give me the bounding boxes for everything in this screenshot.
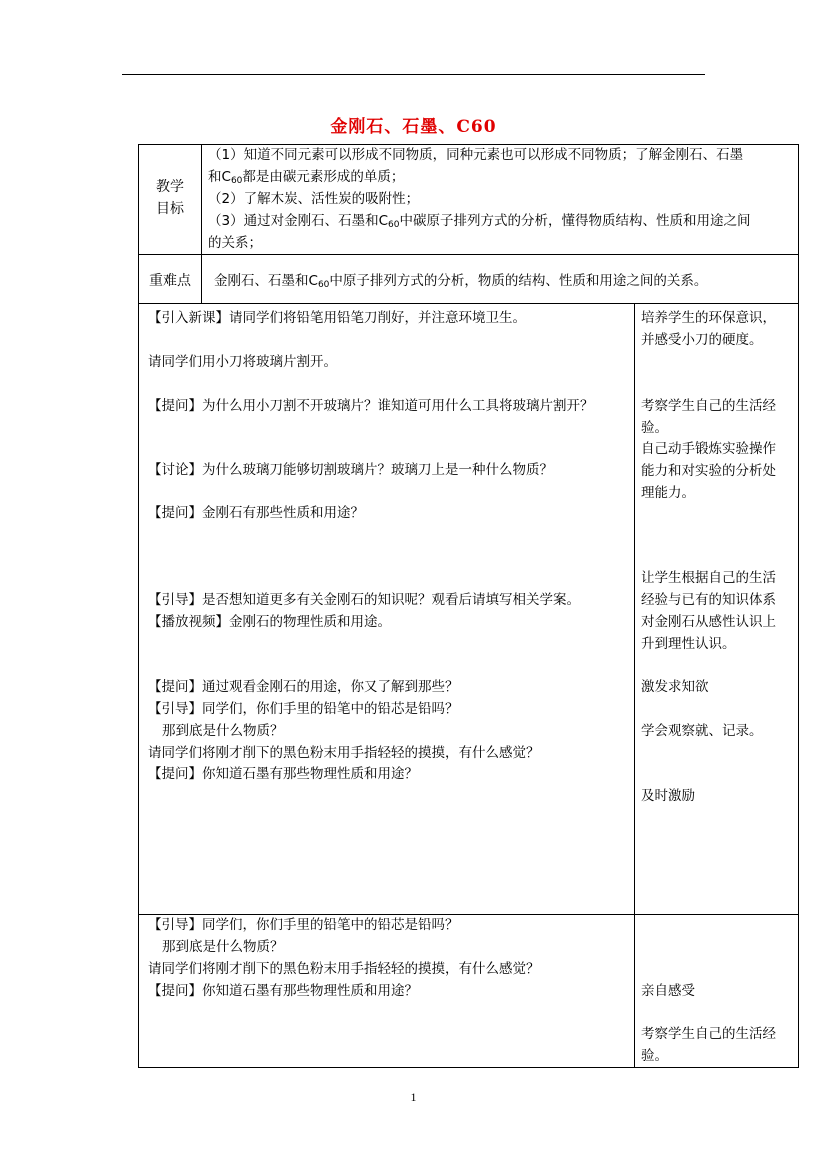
s1-line-question-4: 【提问】你知道石墨有那些物理性质和用途？ (148, 766, 418, 782)
keypoints-text (214, 270, 707, 296)
s1-line-question-2: 【提问】金刚石有那些性质和用途？ (148, 505, 364, 521)
goal-3-subscript: 60 (388, 220, 400, 230)
s2-line-what-substance: 那到底是什么物质？ (162, 939, 284, 955)
s1-note-3: 验。 (641, 420, 668, 436)
s1-note-9: 对金刚石从感性认识上 (641, 614, 776, 630)
s1-line-touch-powder: 请同学们将刚才削下的黑色粉末用手指轻轻的摸摸，有什么感觉？ (148, 745, 540, 761)
s1-line-video: 【播放视频】金刚石的物理性质和用途。 (148, 614, 391, 630)
document-title: 金刚石、石墨、C60 (330, 117, 497, 137)
s1-note-8: 经验与已有的知识体系 (641, 592, 776, 608)
goal-2: （2）了解木炭、活性炭的吸附性； (208, 191, 420, 207)
s1-line-question-3: 【提问】通过观看金刚石的用途，你又了解到那些？ (148, 679, 459, 695)
goal-1-text-a: 和C (208, 169, 231, 185)
page-number: 1 (410, 1090, 417, 1104)
goal-3-text-b: 中碳原子排列方式的分析，懂得物质结构、性质和用途之间 (399, 213, 751, 229)
goals-label-line2: 目标 (156, 201, 184, 217)
s2-line-guide: 【引导】同学们，你们手里的铅笔中的铅芯是铅吗？ (148, 917, 459, 933)
goal-3-text-a: （3）通过对金刚石、石墨和C (208, 213, 389, 229)
s1-note-11: 激发求知欲 (641, 679, 709, 695)
s1-note-13: 及时激励 (641, 788, 695, 804)
keypoints-text-a: 金刚石、石墨和C (214, 273, 318, 289)
s1-note-1: 并感受小刀的硬度。 (641, 332, 763, 348)
s1-line-cut-glass: 请同学们用小刀将玻璃片割开。 (148, 354, 337, 370)
s2-note-0: 亲自感受 (641, 983, 695, 999)
s1-line-discussion: 【讨论】为什么玻璃刀能够切割玻璃片？玻璃刀上是一种什么物质？ (148, 462, 553, 478)
keypoints-subscript: 60 (317, 280, 330, 290)
keypoints-text-b: 中原子排列方式的分析，物质的结构、性质和用途之间的关系。 (329, 273, 708, 289)
s1-note-10: 升到理性认识。 (641, 636, 736, 652)
s1-note-5: 能力和对实验的分析处 (641, 463, 776, 479)
s1-note-12: 学会观察就、记录。 (641, 723, 763, 739)
s2-line-question: 【提问】你知道石墨有那些物理性质和用途？ (148, 983, 418, 999)
header-rule (122, 74, 705, 75)
keypoints-label: 重难点 (149, 273, 191, 289)
s1-note-7: 让学生根据自己的生活 (641, 570, 776, 586)
s1-note-2: 考察学生自己的生活经 (641, 398, 776, 414)
goals-label (138, 176, 202, 220)
goals-label-line1: 教学 (156, 179, 184, 195)
goal-3-line1 (208, 210, 750, 236)
s2-note-1: 考察学生自己的生活经 (641, 1026, 776, 1042)
goal-3-line2: 的关系； (208, 235, 262, 251)
s1-line-guide-1: 【引导】是否想知道更多有关金刚石的知识呢？观看后请填写相关学案。 (148, 592, 580, 608)
s1-line-guide-2: 【引导】同学们，你们手里的铅笔中的铅芯是铅吗？ (148, 701, 459, 717)
goal-1-subscript: 60 (230, 176, 243, 186)
s2-line-touch-powder: 请同学们将刚才削下的黑色粉末用手指轻轻的摸摸，有什么感觉？ (148, 961, 540, 977)
goal-1-text-b: 都是由碳元素形成的单质； (242, 169, 405, 185)
s1-note-6: 理能力。 (641, 485, 695, 501)
goal-1-line1: （1）知道不同元素可以形成不同物质，同种元素也可以形成不同物质；了解金刚石、石墨 (208, 147, 744, 163)
s1-line-what-substance: 那到底是什么物质？ (162, 723, 284, 739)
s1-line-intro: 【引入新课】请同学们将铅笔用铅笔刀削好，并注意环境卫生。 (148, 310, 526, 326)
s2-note-2: 验。 (641, 1048, 668, 1064)
s1-line-question-1: 【提问】为什么用小刀割不开玻璃片？谁知道可用什么工具将玻璃片割开？ (148, 398, 594, 414)
s1-note-4: 自己动手锻炼实验操作 (641, 441, 776, 457)
s1-note-0: 培养学生的环保意识， (641, 310, 776, 326)
